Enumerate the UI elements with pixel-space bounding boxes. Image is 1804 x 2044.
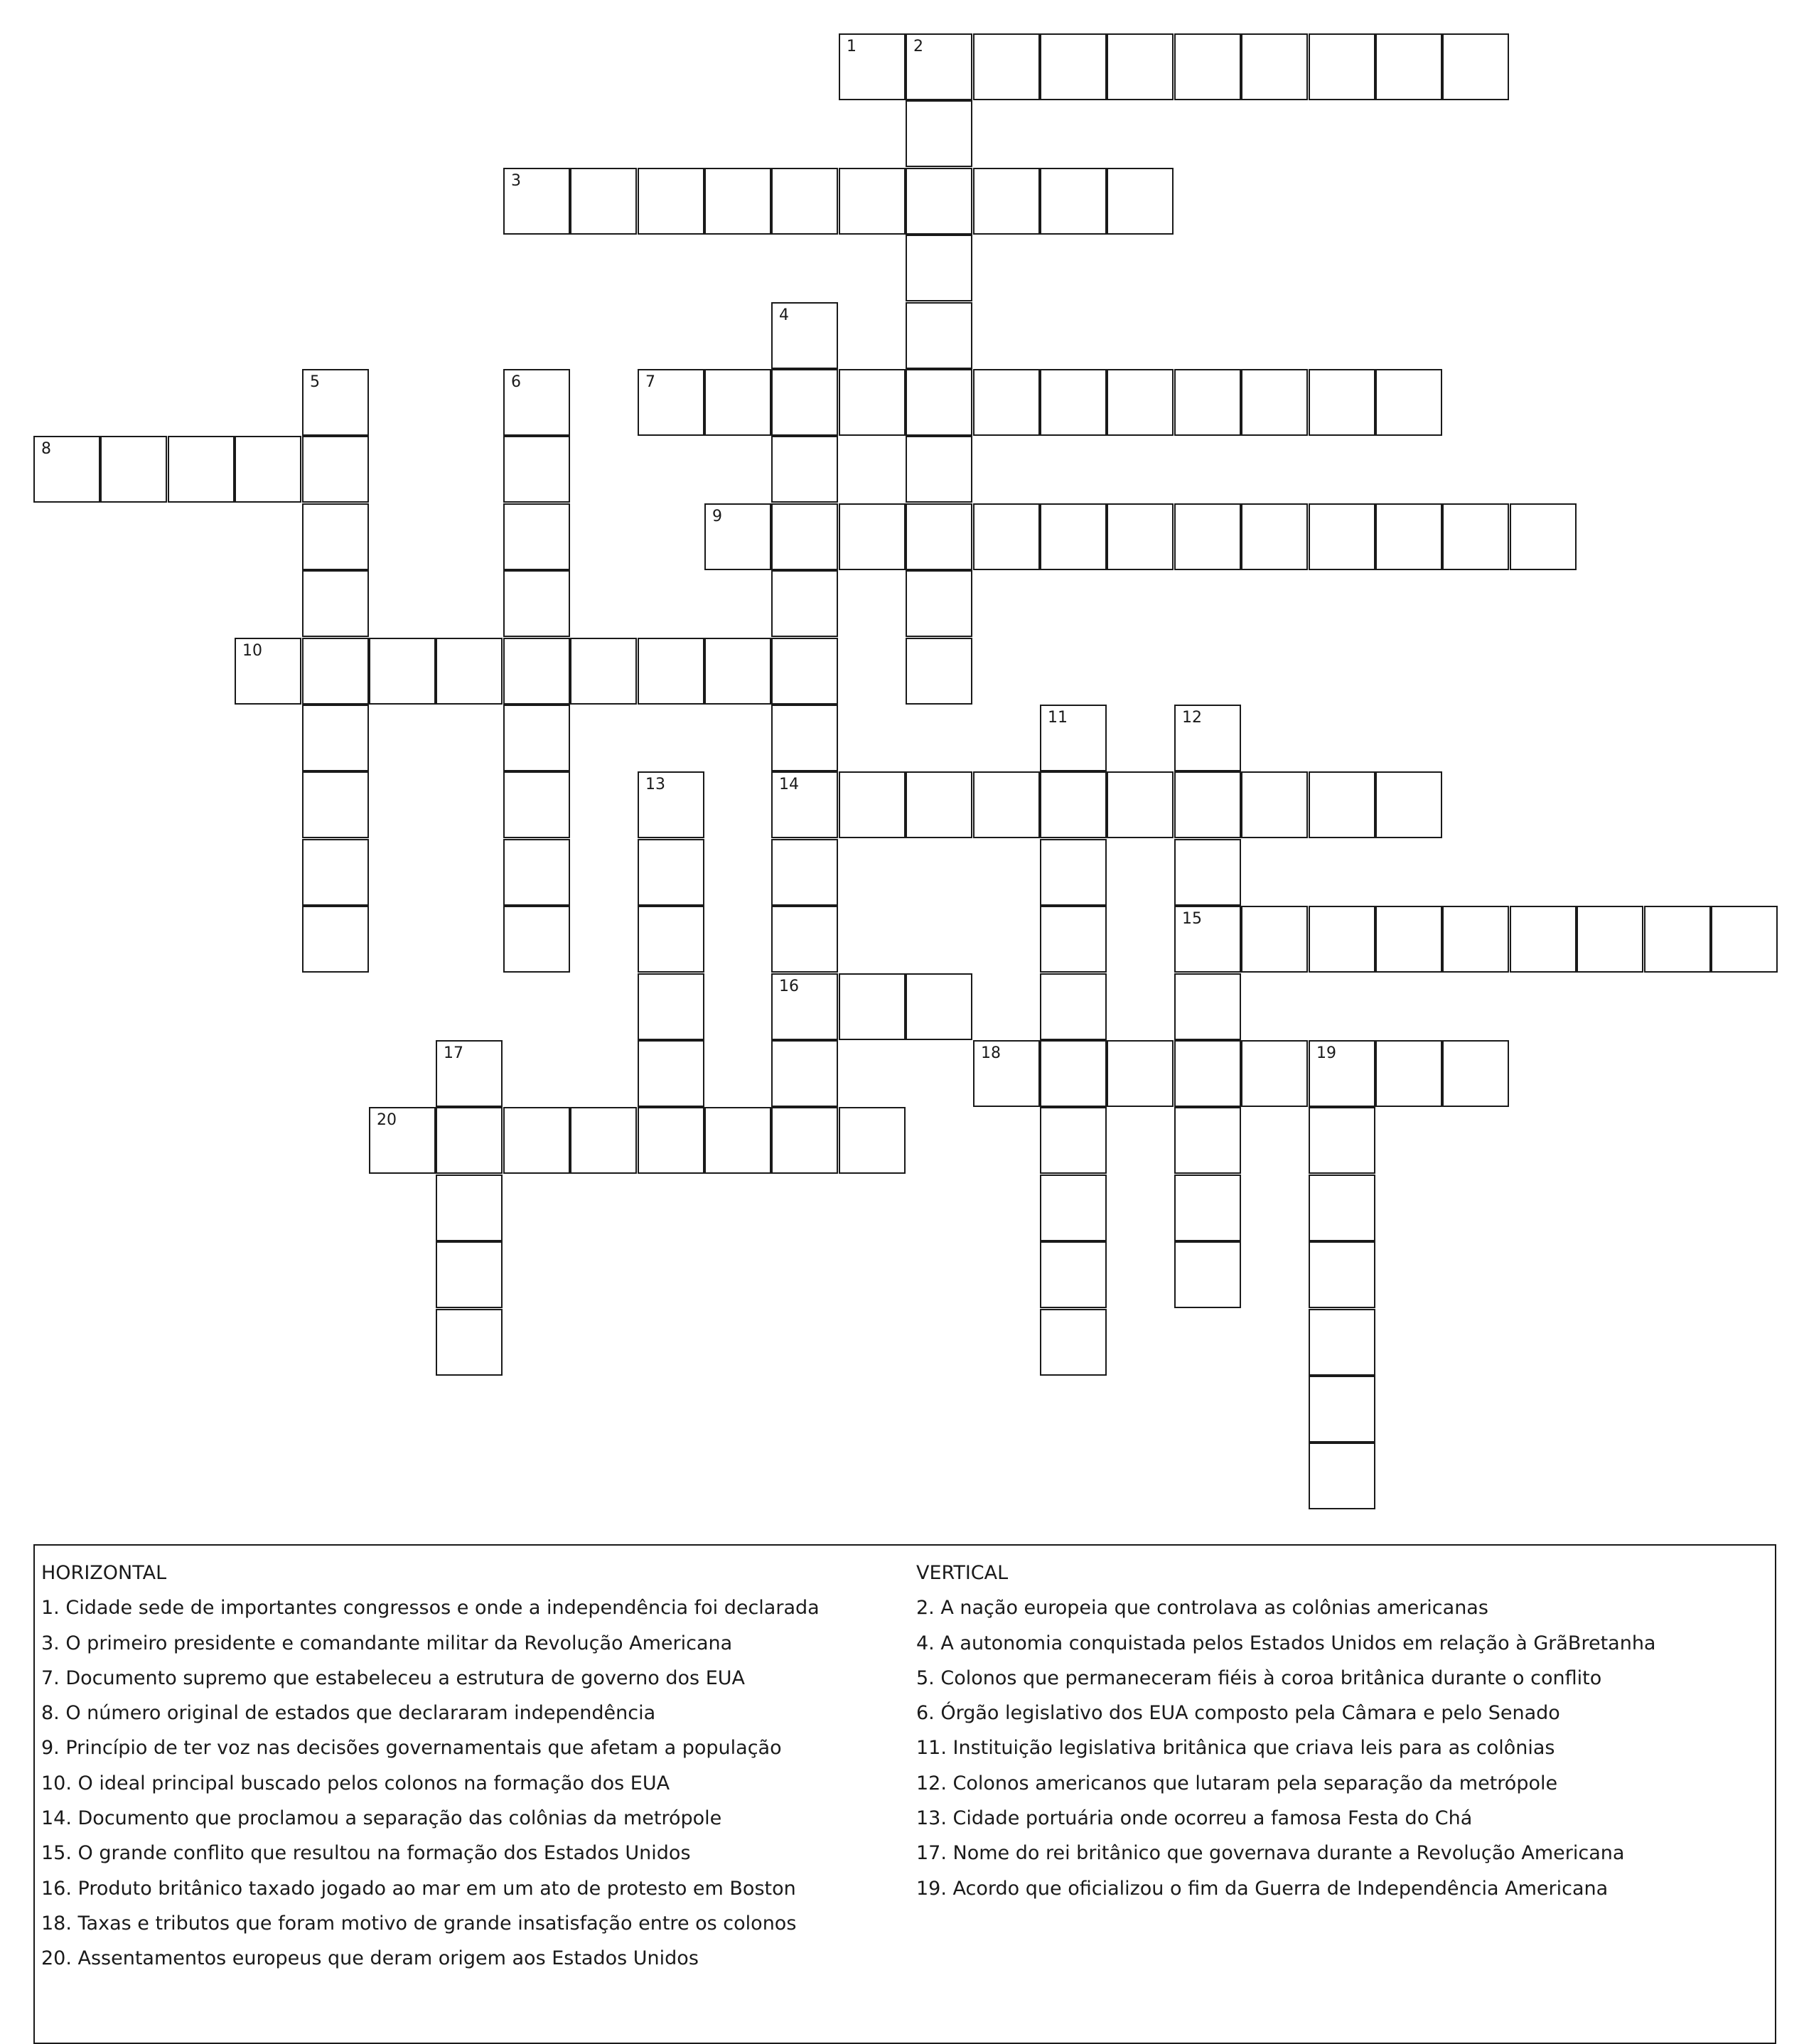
grid-cell[interactable] — [638, 638, 704, 705]
grid-cell[interactable] — [1375, 33, 1442, 100]
grid-cell[interactable] — [973, 369, 1040, 436]
grid-cell[interactable] — [503, 168, 570, 235]
grid-cell[interactable] — [704, 369, 771, 436]
grid-cell[interactable] — [235, 436, 301, 503]
grid-cell[interactable] — [771, 369, 838, 436]
grid-cell[interactable] — [771, 1040, 838, 1107]
clue-number: 5 — [310, 373, 320, 391]
grid-cell[interactable] — [638, 771, 704, 838]
grid-cell[interactable] — [1442, 503, 1509, 570]
grid-cell[interactable] — [1107, 168, 1174, 235]
grid-cell[interactable] — [771, 705, 838, 771]
clue-number: 13 — [645, 776, 665, 793]
down-clue: 19. Acordo que oficializou o fim da Guerra de Independência Americana — [916, 1877, 1609, 1900]
grid-cell[interactable] — [1711, 906, 1778, 973]
grid-cell[interactable] — [1241, 503, 1308, 570]
grid-cell[interactable] — [906, 570, 972, 637]
grid-cell[interactable] — [906, 369, 972, 436]
grid-cell[interactable] — [1174, 906, 1241, 973]
grid-cell[interactable] — [1309, 33, 1375, 100]
grid-cell[interactable] — [570, 1107, 637, 1174]
grid-cell[interactable] — [1040, 906, 1107, 973]
grid-cell[interactable] — [1241, 33, 1308, 100]
clue-number: 3 — [511, 172, 521, 190]
grid-cell[interactable] — [638, 839, 704, 906]
grid-cell[interactable] — [302, 503, 369, 570]
grid-cell[interactable] — [839, 771, 906, 838]
down-clue: 12. Colonos americanos que lutaram pela separação da metrópole — [916, 1772, 1558, 1794]
grid-cell[interactable] — [1040, 503, 1107, 570]
grid-cell[interactable] — [503, 503, 570, 570]
grid-cell[interactable] — [1040, 839, 1107, 906]
grid-cell[interactable] — [503, 906, 570, 973]
grid-cell[interactable] — [1644, 906, 1711, 973]
grid-cell[interactable] — [1510, 503, 1577, 570]
grid-cell[interactable] — [1375, 771, 1442, 838]
down-clue: 13. Cidade portuária onde ocorreu a famosa Festa do Chá — [916, 1807, 1473, 1830]
grid-cell[interactable] — [1241, 1040, 1308, 1107]
across-clue: 14. Documento que proclamou a separação das colônias da metrópole — [41, 1807, 722, 1830]
grid-cell[interactable] — [503, 771, 570, 838]
grid-cell[interactable] — [1040, 973, 1107, 1040]
grid-cell[interactable] — [1309, 503, 1375, 570]
grid-cell[interactable] — [771, 638, 838, 705]
grid-cell[interactable] — [302, 570, 369, 637]
grid-cell[interactable] — [1510, 906, 1577, 973]
grid-cell[interactable] — [1107, 1040, 1174, 1107]
grid-cell[interactable] — [906, 168, 972, 235]
grid-cell[interactable] — [503, 839, 570, 906]
grid-cell[interactable] — [1174, 771, 1241, 838]
grid-cell[interactable] — [906, 503, 972, 570]
grid-cell[interactable] — [839, 973, 906, 1040]
grid-cell[interactable] — [1375, 369, 1442, 436]
down-clue: 5. Colonos que permaneceram fiéis à coroa britânica durante o conflito — [916, 1666, 1602, 1689]
grid-cell[interactable] — [771, 503, 838, 570]
clue-number: 12 — [1182, 709, 1202, 727]
grid-cell[interactable] — [1174, 369, 1241, 436]
grid-cell[interactable] — [369, 638, 436, 705]
grid-cell[interactable] — [570, 168, 637, 235]
across-clue: 7. Documento supremo que estabeleceu a estrutura de governo dos EUA — [41, 1666, 745, 1689]
clue-number: 6 — [511, 373, 521, 391]
grid-cell[interactable] — [1442, 906, 1509, 973]
grid-cell[interactable] — [302, 436, 369, 503]
grid-cell[interactable] — [1040, 1175, 1107, 1241]
grid-cell[interactable] — [1309, 1175, 1375, 1241]
grid-cell[interactable] — [839, 369, 906, 436]
clue-number: 18 — [981, 1044, 1001, 1062]
grid-cell[interactable] — [1577, 906, 1643, 973]
grid-cell[interactable] — [503, 1107, 570, 1174]
grid-cell[interactable] — [1107, 369, 1174, 436]
across-clue: 8. O número original de estados que declararam independência — [41, 1702, 656, 1725]
grid-cell[interactable] — [1107, 33, 1174, 100]
grid-cell[interactable] — [839, 503, 906, 570]
grid-cell[interactable] — [973, 503, 1040, 570]
down-heading: VERTICAL — [916, 1562, 1009, 1584]
grid-cell[interactable] — [503, 705, 570, 771]
grid-cell[interactable] — [906, 302, 972, 369]
grid-cell[interactable] — [369, 1107, 436, 1174]
grid-cell[interactable] — [1309, 1376, 1375, 1443]
grid-cell[interactable] — [906, 235, 972, 301]
grid-cell[interactable] — [1442, 1040, 1509, 1107]
down-clue: 4. A autonomia conquistada pelos Estados Unidos em relação à GrãBretanha — [916, 1632, 1656, 1654]
grid-cell[interactable] — [1174, 33, 1241, 100]
across-clue: 20. Assentamentos europeus que deram origem aos Estados Unidos — [41, 1947, 699, 1970]
grid-cell[interactable] — [638, 1040, 704, 1107]
grid-cell[interactable] — [302, 369, 369, 436]
down-clue: 6. Órgão legislativo dos EUA composto pela Câmara e pelo Senado — [916, 1702, 1560, 1725]
grid-cell[interactable] — [503, 570, 570, 637]
grid-cell[interactable] — [1040, 33, 1107, 100]
grid-cell[interactable] — [302, 705, 369, 771]
grid-cell[interactable] — [1309, 369, 1375, 436]
clues-box — [33, 1544, 1776, 2044]
clue-number: 1 — [847, 38, 857, 55]
down-clues — [916, 1556, 1769, 1906]
grid-cell[interactable] — [704, 503, 771, 570]
grid-cell[interactable] — [1174, 1040, 1241, 1107]
clue-number: 10 — [242, 642, 262, 660]
across-clue: 18. Taxas e tributos que foram motivo de grande insatisfação entre os colonos — [41, 1912, 797, 1935]
grid-cell[interactable] — [1174, 1241, 1241, 1308]
across-clue: 15. O grande conflito que resultou na formação dos Estados Unidos — [41, 1842, 691, 1865]
grid-cell[interactable] — [1375, 1040, 1442, 1107]
grid-cell[interactable] — [1040, 771, 1107, 838]
grid-cell[interactable] — [302, 638, 369, 705]
grid-cell[interactable] — [638, 168, 704, 235]
clue-number: 11 — [1048, 709, 1068, 727]
grid-cell[interactable] — [1309, 1107, 1375, 1174]
grid-cell[interactable] — [704, 1107, 771, 1174]
grid-cell[interactable] — [1241, 906, 1308, 973]
grid-cell[interactable] — [1309, 906, 1375, 973]
grid-cell[interactable] — [436, 1175, 503, 1241]
grid-cell[interactable] — [436, 1309, 503, 1376]
grid-cell[interactable] — [973, 1040, 1040, 1107]
across-clue: 9. Princípio de ter voz nas decisões governamentais que afetam a população — [41, 1737, 782, 1760]
clue-number: 17 — [444, 1044, 463, 1062]
grid-cell[interactable] — [771, 1107, 838, 1174]
grid-cell[interactable] — [503, 638, 570, 705]
clue-number: 2 — [913, 38, 923, 55]
across-clue: 1. Cidade sede de importantes congressos e onde a independência foi declarada — [41, 1597, 820, 1620]
grid-cell[interactable] — [1309, 1241, 1375, 1308]
grid-cell[interactable] — [839, 1107, 906, 1174]
grid-cell[interactable] — [436, 1241, 503, 1308]
grid-cell[interactable] — [503, 369, 570, 436]
grid-cell[interactable] — [436, 1040, 503, 1107]
across-clues — [41, 1556, 894, 1976]
grid-cell[interactable] — [771, 839, 838, 906]
grid-cell[interactable] — [168, 436, 235, 503]
grid-cell[interactable] — [1040, 1309, 1107, 1376]
grid-cell[interactable] — [302, 839, 369, 906]
grid-cell[interactable] — [771, 570, 838, 637]
grid-cell[interactable] — [1040, 369, 1107, 436]
grid-cell[interactable] — [771, 302, 838, 369]
across-clue: 10. O ideal principal buscado pelos colonos na formação dos EUA — [41, 1772, 670, 1794]
grid-cell[interactable] — [1107, 771, 1174, 838]
grid-cell[interactable] — [235, 638, 301, 705]
grid-cell[interactable] — [906, 771, 972, 838]
grid-cell[interactable] — [33, 436, 100, 503]
grid-cell[interactable] — [771, 436, 838, 503]
grid-cell[interactable] — [906, 638, 972, 705]
clue-number: 7 — [645, 373, 655, 391]
across-heading: HORIZONTAL — [41, 1562, 167, 1584]
grid-cell[interactable] — [704, 168, 771, 235]
grid-cell[interactable] — [771, 168, 838, 235]
grid-cell[interactable] — [839, 33, 906, 100]
clue-number: 19 — [1316, 1044, 1336, 1062]
grid-cell[interactable] — [1241, 771, 1308, 838]
grid-cell[interactable] — [436, 638, 503, 705]
across-clue: 16. Produto britânico taxado jogado ao mar em um ato de protesto em Boston — [41, 1877, 796, 1900]
grid-cell[interactable] — [1174, 973, 1241, 1040]
grid-cell[interactable] — [704, 638, 771, 705]
grid-cell[interactable] — [638, 1107, 704, 1174]
grid-cell[interactable] — [1174, 503, 1241, 570]
clue-number: 8 — [41, 440, 51, 458]
grid-cell[interactable] — [1309, 1040, 1375, 1107]
grid-cell[interactable] — [1241, 369, 1308, 436]
across-clue: 3. O primeiro presidente e comandante militar da Revolução Americana — [41, 1632, 733, 1654]
grid-cell[interactable] — [1309, 1309, 1375, 1376]
grid-cell[interactable] — [1442, 33, 1509, 100]
grid-cell[interactable] — [436, 1107, 503, 1174]
clue-number: 16 — [779, 978, 799, 995]
grid-cell[interactable] — [1040, 1040, 1107, 1107]
down-clue: 17. Nome do rei britânico que governava durante a Revolução Americana — [916, 1842, 1625, 1865]
grid-cell[interactable] — [1375, 503, 1442, 570]
grid-cell[interactable] — [503, 436, 570, 503]
grid-cell[interactable] — [1040, 1107, 1107, 1174]
grid-cell[interactable] — [302, 906, 369, 973]
clue-number: 9 — [712, 508, 722, 525]
grid-cell[interactable] — [1040, 168, 1107, 235]
grid-cell[interactable] — [906, 100, 972, 167]
grid-cell[interactable] — [1174, 705, 1241, 771]
grid-cell[interactable] — [1309, 771, 1375, 838]
grid-cell[interactable] — [302, 771, 369, 838]
grid-cell[interactable] — [638, 369, 704, 436]
grid-cell[interactable] — [570, 638, 637, 705]
grid-cell[interactable] — [973, 168, 1040, 235]
grid-cell[interactable] — [906, 33, 972, 100]
grid-cell[interactable] — [1174, 839, 1241, 906]
grid-cell[interactable] — [638, 973, 704, 1040]
clue-number: 20 — [377, 1111, 397, 1129]
grid-cell[interactable] — [1174, 1107, 1241, 1174]
down-clue: 11. Instituição legislativa britânica que criava leis para as colônias — [916, 1737, 1555, 1760]
grid-cell[interactable] — [1309, 1443, 1375, 1509]
down-clue: 2. A nação europeia que controlava as colônias americanas — [916, 1597, 1488, 1620]
clue-number: 4 — [779, 306, 789, 324]
grid-cell[interactable] — [973, 771, 1040, 838]
grid-cell[interactable] — [906, 436, 972, 503]
grid-cell[interactable] — [1040, 1241, 1107, 1308]
grid-cell[interactable] — [771, 906, 838, 973]
grid-cell[interactable] — [638, 906, 704, 973]
grid-cell[interactable] — [1107, 503, 1174, 570]
grid-cell[interactable] — [1375, 906, 1442, 973]
clue-number: 14 — [779, 776, 799, 793]
grid-cell[interactable] — [771, 771, 838, 838]
clue-number: 15 — [1182, 910, 1202, 928]
grid-cell[interactable] — [1174, 1175, 1241, 1241]
grid-cell[interactable] — [771, 973, 838, 1040]
grid-cell[interactable] — [1040, 705, 1107, 771]
grid-cell[interactable] — [100, 436, 167, 503]
grid-cell[interactable] — [906, 973, 972, 1040]
grid-cell[interactable] — [839, 168, 906, 235]
grid-cell[interactable] — [973, 33, 1040, 100]
